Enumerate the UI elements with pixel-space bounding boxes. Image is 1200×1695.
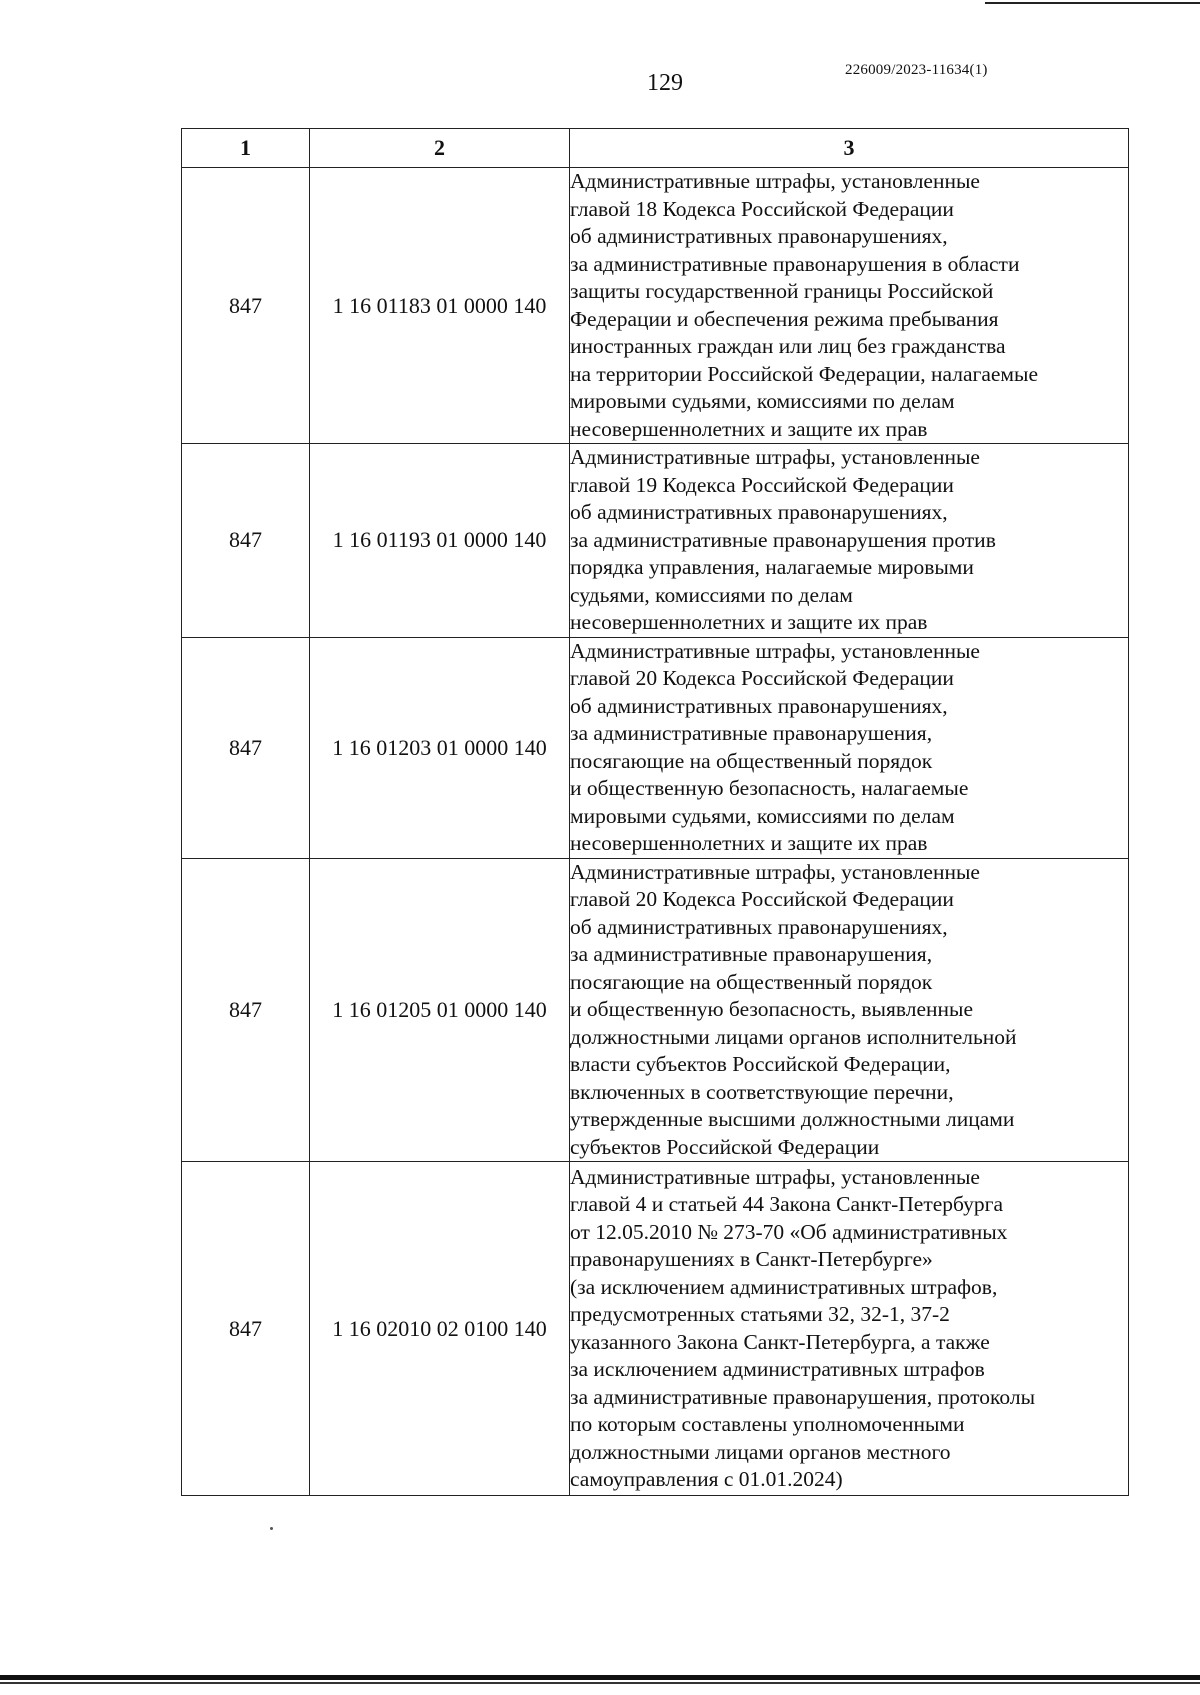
description-line: за административные правонарушения против xyxy=(570,527,996,552)
budget-code-cell: 1 16 01193 01 0000 140 xyxy=(310,444,570,638)
scan-bottom-rule-thin xyxy=(0,1682,1200,1684)
description-line: указанного Закона Санкт-Петербурга, а также xyxy=(570,1329,990,1354)
description-line: за административные правонарушения, xyxy=(570,942,933,966)
description-line: власти субъектов Российской Федерации, xyxy=(570,1052,951,1076)
description-line: утвержденные высшими должностными лицами xyxy=(570,1107,1015,1131)
table-row xyxy=(182,1162,1129,1496)
description-line: самоуправления с 01.01.2024) xyxy=(570,1467,843,1491)
scan-speck xyxy=(270,1527,273,1530)
description-line: Административные штрафы, установленные xyxy=(570,638,980,663)
table-row xyxy=(182,168,1129,444)
description-line: посягающие на общественный порядок xyxy=(570,969,933,994)
description-line: главой 18 Кодекса Российской Федерации xyxy=(570,196,954,221)
column-header-3: 3 xyxy=(570,129,1129,168)
description-cell xyxy=(570,1162,1129,1496)
description-line: Административные штрафы, установленные xyxy=(570,1164,980,1189)
table-row xyxy=(182,637,1129,858)
description-line: мировыми судьями, комиссиями по делам xyxy=(570,389,955,413)
table-row xyxy=(182,444,1129,638)
budget-code-cell: 1 16 01183 01 0000 140 xyxy=(310,168,570,444)
table-header-row xyxy=(182,129,1129,168)
description-line: за исключением административных штрафов xyxy=(570,1357,985,1381)
description-line: (за исключением административных штрафов, xyxy=(570,1274,998,1299)
budget-code-cell: 1 16 01205 01 0000 140 xyxy=(310,858,570,1162)
description-line: посягающие на общественный порядок xyxy=(570,748,933,773)
description-line: должностными лицами органов местного xyxy=(570,1439,951,1464)
row-number-cell: 847 xyxy=(182,1162,310,1496)
description-line: должностными лицами органов исполнительной xyxy=(570,1024,1017,1049)
description-line: главой 20 Кодекса Российской Федерации xyxy=(570,887,954,911)
description-line: Административные штрафы, установленные xyxy=(570,445,980,469)
column-header-1: 1 xyxy=(182,129,310,168)
table-body xyxy=(182,168,1129,1496)
description-line: главой 4 и статьей 44 Закона Санкт-Петербурга xyxy=(570,1192,1004,1216)
description-line: и общественную безопасность, налагаемые xyxy=(570,776,969,800)
row-number-cell: 847 xyxy=(182,637,310,858)
description-cell xyxy=(570,858,1129,1162)
description-line: несовершеннолетних и защите их прав xyxy=(570,831,928,855)
description-line: порядка управления, налагаемые мировыми xyxy=(570,555,974,579)
description-cell xyxy=(570,637,1129,858)
description-line: главой 19 Кодекса Российской Федерации xyxy=(570,472,954,497)
description-line: защиты государственной границы Российской xyxy=(570,279,994,303)
description-line: об административных правонарушениях, xyxy=(570,914,948,939)
description-line: несовершеннолетних и защите их прав xyxy=(570,610,928,634)
row-number-cell: 847 xyxy=(182,444,310,638)
description-line: Административные штрафы, установленные xyxy=(570,859,980,884)
description-line: за административные правонарушения, xyxy=(570,721,933,745)
description-line: судьями, комиссиями по делам xyxy=(570,582,853,607)
description-line: об административных правонарушениях, xyxy=(570,693,948,718)
description-line: Федерации и обеспечения режима пребывания xyxy=(570,306,999,331)
description-line: по которым составлены уполномоченными xyxy=(570,1412,965,1436)
description-line: главой 20 Кодекса Российской Федерации xyxy=(570,666,954,690)
description-line: несовершеннолетних и защите их прав xyxy=(570,416,928,441)
description-line: за административные правонарушения в области xyxy=(570,251,1020,276)
column-header-2: 2 xyxy=(310,129,570,168)
description-line: об административных правонарушениях, xyxy=(570,500,948,524)
description-line: субъектов Российской Федерации xyxy=(570,1134,880,1159)
description-line: правонарушениях в Санкт-Петербурге» xyxy=(570,1247,933,1271)
budget-codes-table xyxy=(181,128,1129,1496)
row-number-cell: 847 xyxy=(182,858,310,1162)
page-number: 129 xyxy=(647,70,683,96)
description-cell xyxy=(570,444,1129,638)
document-code: 226009/2023-11634(1) xyxy=(845,62,988,78)
scan-bottom-rule xyxy=(0,1675,1200,1680)
description-line: на территории Российской Федерации, налагаемые xyxy=(570,361,1038,386)
description-line: и общественную безопасность, выявленные xyxy=(570,997,973,1021)
budget-code-cell: 1 16 02010 02 0100 140 xyxy=(310,1162,570,1496)
description-cell xyxy=(570,168,1129,444)
description-line: от 12.05.2010 № 273-70 «Об административных xyxy=(570,1219,1008,1244)
description-line: включенных в соответствующие перечни, xyxy=(570,1079,954,1104)
description-line: предусмотренных статьями 32, 32-1, 37-2 xyxy=(570,1302,950,1326)
description-line: за административные правонарушения, протоколы xyxy=(570,1384,1036,1409)
description-line: иностранных граждан или лиц без гражданства xyxy=(570,334,1006,358)
description-line: об административных правонарушениях, xyxy=(570,224,948,248)
table-row xyxy=(182,858,1129,1162)
budget-code-cell: 1 16 01203 01 0000 140 xyxy=(310,637,570,858)
row-number-cell: 847 xyxy=(182,168,310,444)
description-line: мировыми судьями, комиссиями по делам xyxy=(570,803,955,828)
description-line: Административные штрафы, установленные xyxy=(570,169,980,193)
scan-top-rule xyxy=(985,2,1200,4)
